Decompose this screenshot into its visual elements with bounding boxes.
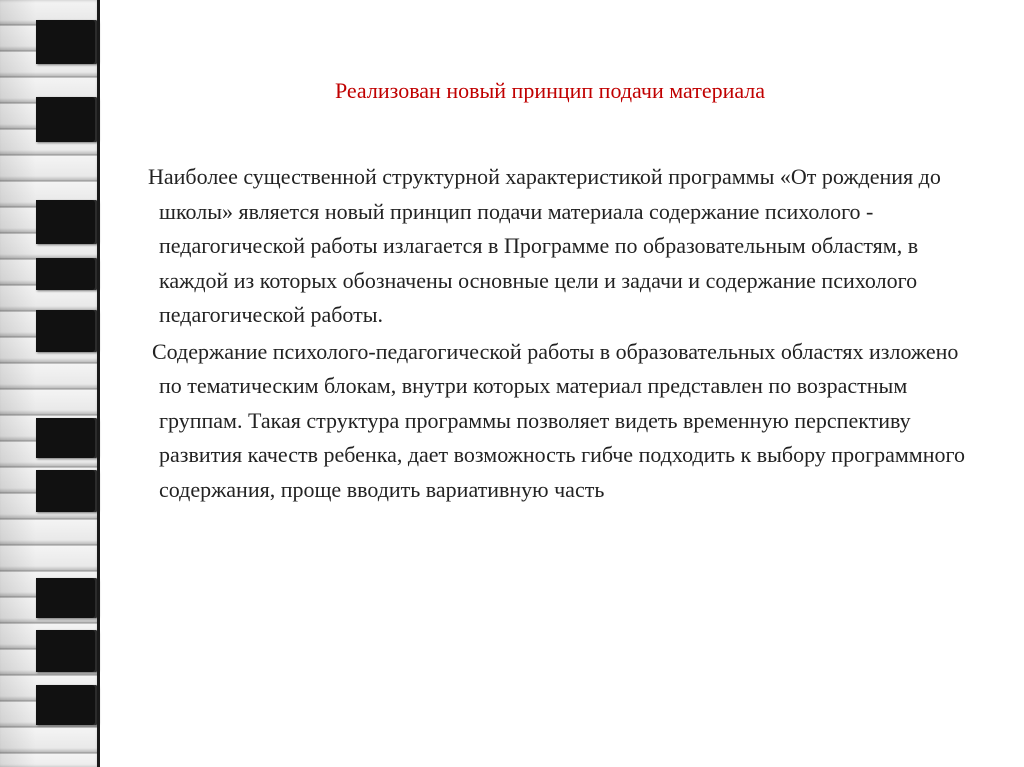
piano-keyboard-decoration: [0, 0, 100, 767]
piano-black-key: [36, 418, 98, 458]
piano-black-key: [36, 97, 98, 142]
piano-keyboard-shade: [0, 0, 36, 767]
piano-black-key: [36, 200, 98, 244]
piano-black-key: [36, 578, 98, 618]
paragraph-2: Содержание психолого-педагогической работы в образовательных областях изложено по тематическим блокам, внутри которых материал представлен по возрастным группам. Такая структура программы позволяет видеть временную перспективу развития качеств ребенка, дает возможность гибче подходить к выбору программного содержания, проще вводить вариативную часть: [152, 338, 965, 502]
piano-keyboard-border: [97, 0, 100, 767]
slide-title: Реализован новый принцип подачи материала: [334, 78, 766, 103]
piano-black-key: [36, 20, 98, 64]
paragraph-1: Наиболее существенной структурной характеристикой программы «От рождения до школы» является новый принцип подачи материала содержание психолого - педагогической работы излагается в Программе по образовательным областям, в каждой из которых обозначены основные цели и задачи и содержание психолого педагогической работы.: [148, 164, 941, 327]
slide-body: [148, 160, 968, 509]
piano-black-key: [36, 470, 98, 512]
piano-black-key: [36, 310, 98, 352]
piano-black-key: [36, 630, 98, 672]
piano-black-key: [36, 685, 98, 725]
piano-black-key: [36, 258, 98, 290]
